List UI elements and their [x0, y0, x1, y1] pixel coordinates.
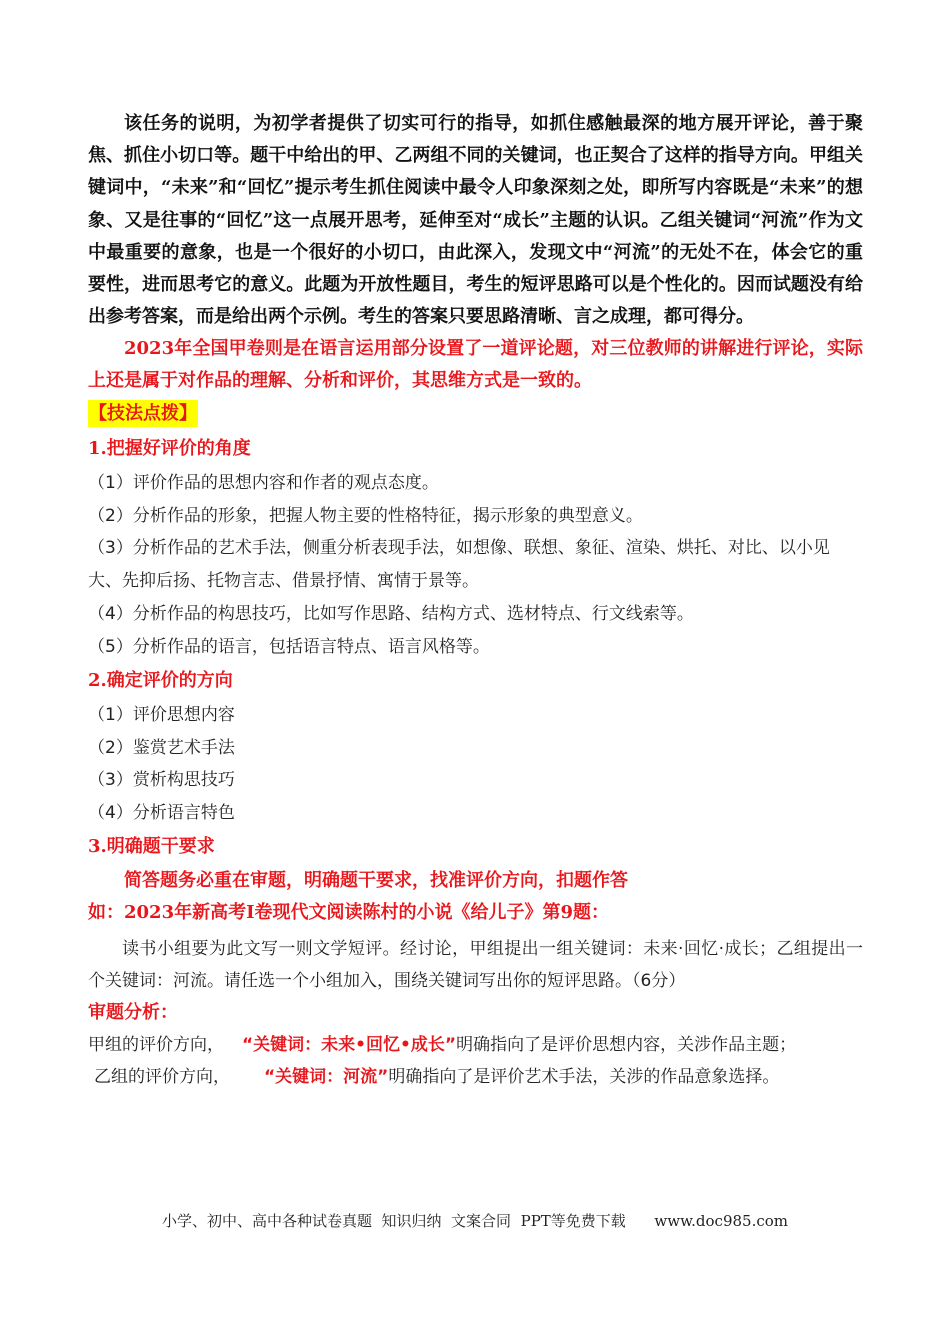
section-evaluation-angle — [88, 433, 863, 663]
document-body — [88, 108, 863, 1093]
section-heading: 3.明确题干要求 — [88, 836, 215, 858]
question-quote: 读书小组要为此文写一则文学短评。经讨论，甲组提出一组关键词：未来·回忆·成长；乙组提出一个关键词：河流。请任选一个小组加入，围绕关键词写出你的短评思路。（6分） — [88, 939, 863, 992]
list-item: （1）评价作品的思想内容和作者的观点态度。 — [88, 473, 439, 494]
list-item: （2）鉴赏艺术手法 — [88, 737, 235, 758]
list-item: （5）分析作品的语言，包括语言特点、语言风格等。 — [88, 636, 490, 657]
analysis-suffix: 明确指向了是评价艺术手法，关涉的作品意象选择。 — [388, 1067, 780, 1088]
list-item: （3）赏析构思技巧 — [88, 770, 235, 791]
list-item: （2）分析作品的形象，把握人物主要的性格特征，揭示形象的典型意义。 — [88, 505, 643, 526]
analysis-suffix: 明确指向了是评价思想内容，关涉作品主题； — [456, 1035, 797, 1056]
analysis-label: 审题分析： — [88, 1002, 178, 1024]
lead-sentence: 简答题务必重在审题，明确题干要求，找准评价方向，扣题作答 — [124, 870, 628, 892]
analysis-line-group-b — [88, 1061, 863, 1093]
analysis-prefix: 甲组的评价方向， — [88, 1035, 224, 1056]
section-heading: 2.确定评价的方向 — [88, 670, 233, 692]
example-reference: 如：2023年新高考Ⅰ卷现代文阅读陈村的小说《给儿子》第9题： — [88, 902, 610, 924]
section-tag-technique-tips: 【技法点拨】 — [88, 400, 198, 427]
paragraph-2023-national-exam: 2023年全国甲卷则是在语言运用部分设置了一道评论题，对三位教师的讲解进行评论，实际上还是属于对作品的理解、分析和评价，其思维方式是一致的。 — [88, 338, 863, 392]
section-heading: 1.把握好评价的角度 — [88, 438, 251, 460]
list-item: （3）分析作品的艺术手法，侧重分析表现手法，如想像、联想、象征、渲染、烘托、对比、以小见大、先抑后扬、托物言志、借景抒情、寓情于景等。 — [88, 538, 830, 592]
list-item: （4）分析作品的构思技巧，比如写作思路、结构方式、选材特点、行文线索等。 — [88, 604, 694, 625]
page-footer — [0, 1210, 950, 1231]
section-question-requirements — [88, 831, 863, 1093]
footer-text: 小学、初中、高中各种试卷真题 知识归纳 文案合同 PPT等免费下载 — [161, 1212, 626, 1230]
list-item: （1）评价思想内容 — [88, 705, 235, 726]
footer-url: www.doc985.com — [654, 1212, 788, 1230]
analysis-prefix: 乙组的评价方向， — [94, 1067, 230, 1088]
keyword-highlight: “关键词：河流” — [264, 1067, 389, 1088]
paragraph-task-explanation: 该任务的说明，为初学者提供了切实可行的指导，如抓住感触最深的地方展开评论，善于聚焦、抓住小切口等。题干中给出的甲、乙两组不同的关键词，也正契合了这样的指导方向。甲组关键词中，“未来”和“回忆”提示考生抓住阅读中最令人印象深刻之处，即所写内容既是“未来”的想象、又是往事的“回忆”这一点展开思考，延伸至对“成长”主题的认识。乙组关键词“河流”作为文中最重要的意象，也是一个很好的小切口，由此深入，发现文中“河流”的无处不在，体会它的重要性，进而思考它的意义。此题为开放性题目，考生的短评思路可以是个性化的。因而试题没有给出参考答案，而是给出两个示例。考生的答案只要思路清晰、言之成理，都可得分。 — [88, 113, 863, 328]
analysis-line-group-a — [88, 1029, 863, 1061]
keyword-highlight: “关键词：未来•回忆•成长” — [242, 1035, 457, 1056]
list-item: （4）分析语言特色 — [88, 802, 235, 823]
section-evaluation-direction — [88, 665, 863, 829]
